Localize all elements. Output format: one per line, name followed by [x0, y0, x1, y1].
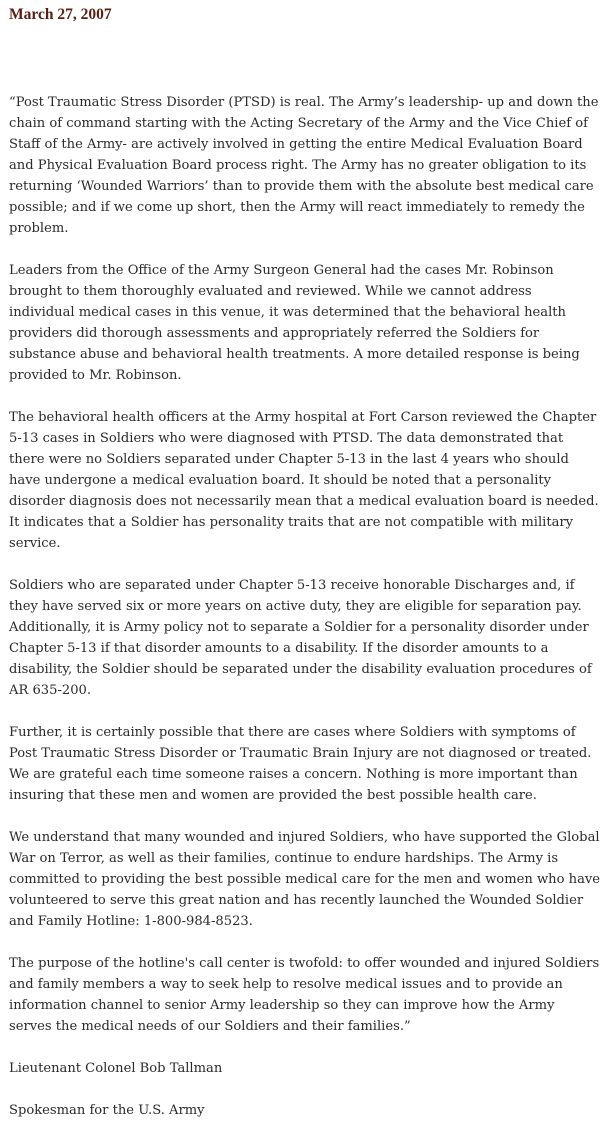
paragraph-surgeon-general-review: Leaders from the Office of the Army Surgeon General had the cases Mr. Robinson brought to them thoroughly evaluated and reviewed. While we cannot address individual medical cases in this venue, it was determined that the behavioral health providers did thorough assessments and appropriately referred the Soldiers for substance abuse and behavioral health treatments. A more detailed response is being provided to Mr. Robinson.	[9, 263, 580, 383]
paragraph-undiagnosed-cases: Further, it is certainly possible that there are cases where Soldiers with symptoms of Post Traumatic Stress Disorder or Traumatic Brain Injury are not diagnosed or treated. We are grateful each time someone raises a concern. Nothing is more important than insuring that these men and women are provided the best possible health care.	[9, 725, 592, 803]
signature-title: Spokesman for the U.S. Army	[9, 1103, 205, 1118]
article-date: March 27, 2007	[9, 6, 112, 23]
paragraph-fort-carson-review: The behavioral health officers at the Army hospital at Fort Carson reviewed the Chapter 5-13 cases in Soldiers who were diagnosed with PTSD. The data demonstrated that there were no Soldiers separated under Chapter 5-13 in the last 4 years who should have undergone a medical evaluation board. It should be noted that a personality disorder diagnosis does not necessarily mean that a medical evaluation board is needed. It indicates that a Soldier has personality traits that are not compatible with military service.	[9, 410, 599, 551]
paragraph-hotline-purpose: The purpose of the hotline's call center is twofold: to offer wounded and injured Soldiers and family members a way to seek help to resolve medical issues and to provide an information channel to senior Army leadership so they can improve how the Army serves the medical needs of our Soldiers and their families.”	[9, 956, 600, 1034]
statement-body	[9, 92, 601, 1142]
signature-name: Lieutenant Colonel Bob Tallman	[9, 1061, 223, 1076]
paragraph-ptsd-is-real: “Post Traumatic Stress Disorder (PTSD) is real. The Army’s leadership- up and down the chain of command starting with the Acting Secretary of the Army and the Vice Chief of Staff of the Army- are actively involved in getting the entire Medical Evaluation Board and Physical Evaluation Board process right. The Army has no greater obligation to its returning ‘Wounded Warriors’ than to provide them with the absolute best medical care possible; and if we come up short, then the Army will react immediately to remedy the problem.	[9, 95, 599, 236]
paragraph-hotline-announcement: We understand that many wounded and injured Soldiers, who have supported the Global War on Terror, as well as their families, continue to endure hardships. The Army is committed to providing the best possible medical care for the men and women who have volunteered to serve this great nation and has recently launched the Wounded Soldier and Family Hotline: 1-800-984-8523.	[9, 830, 601, 929]
paragraph-chapter-5-13-discharges: Soldiers who are separated under Chapter 5-13 receive honorable Discharges and, if they have served six or more years on active duty, they are eligible for separation pay. Additionally, it is Army policy not to separate a Soldier for a personality disorder under Chapter 5-13 if that disorder amounts to a disability. If the disorder amounts to a disability, the Soldier should be separated under the disability evaluation procedures of AR 635-200.	[9, 578, 592, 698]
